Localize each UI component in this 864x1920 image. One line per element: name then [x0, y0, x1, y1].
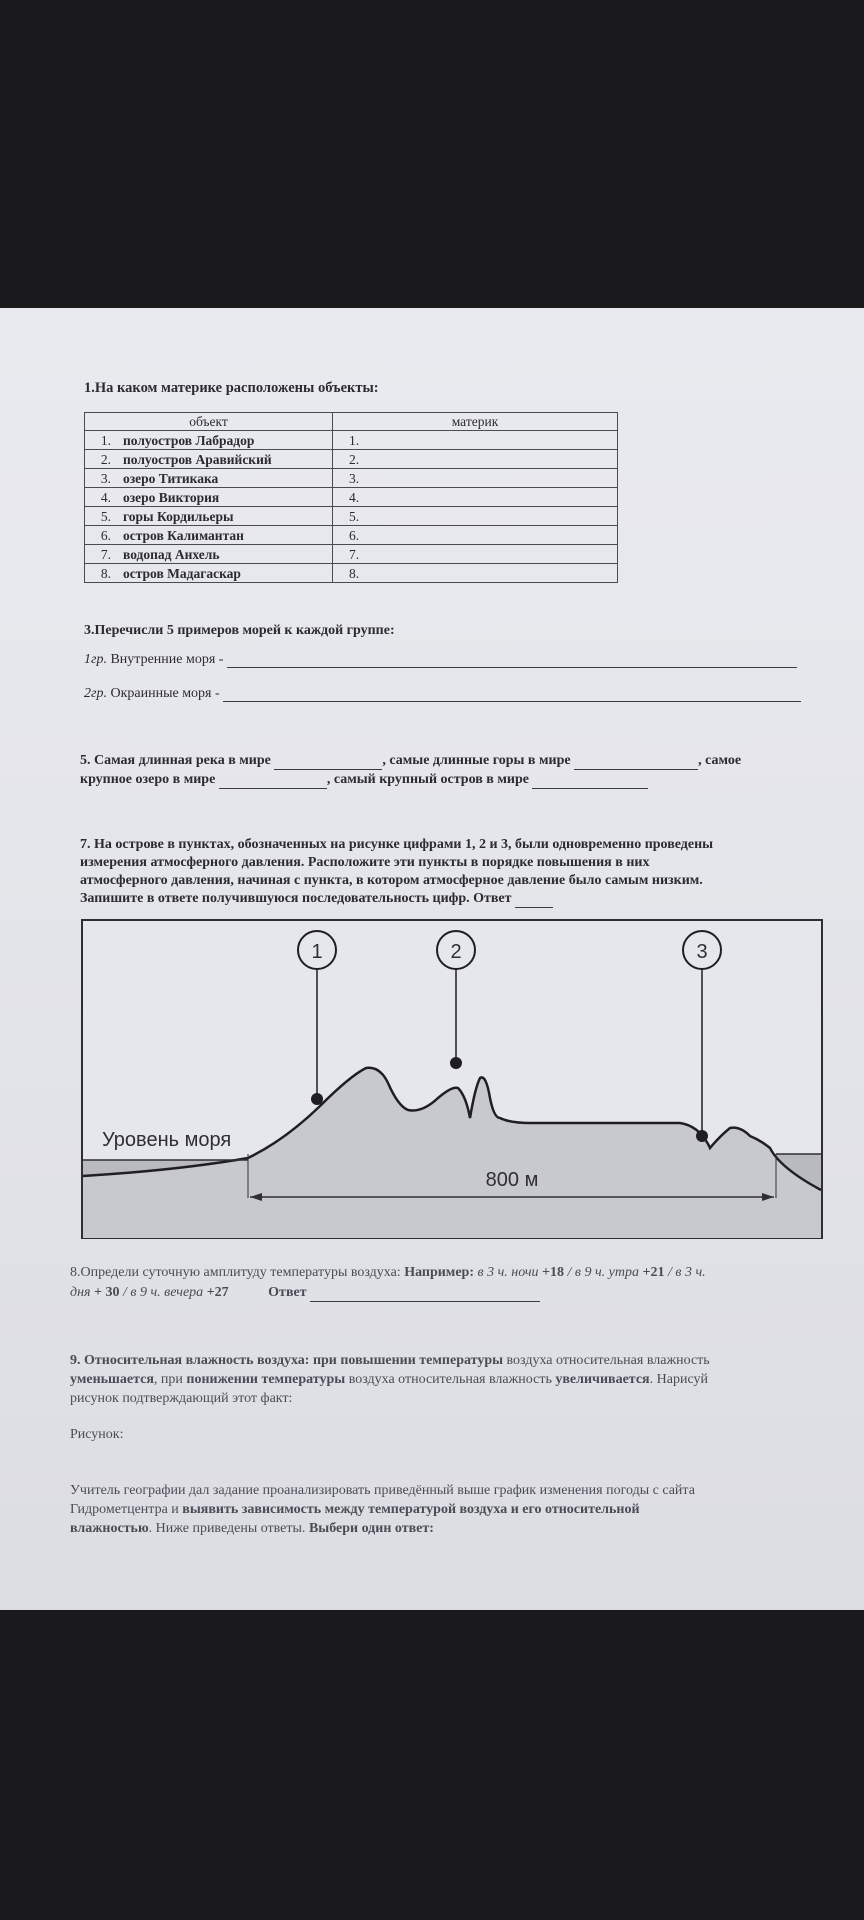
row-number: 1. — [85, 431, 120, 450]
q5-line2 — [80, 771, 820, 789]
q9-increases: увеличивается — [555, 1372, 650, 1387]
q9-lowering-temp: понижении температуры — [186, 1372, 346, 1387]
teacher-line3 — [70, 1520, 850, 1538]
teacher-answers-text: . Ниже приведены ответы. — [148, 1521, 306, 1536]
q3-group1-row — [84, 652, 820, 668]
table-row — [85, 526, 618, 545]
q9-statement-cont: воздуха относительная влажность — [506, 1353, 710, 1368]
row-number: 4. — [85, 488, 120, 507]
q8-task-text: 8.Определи суточную амплитуду температуры воздуха: — [70, 1265, 401, 1280]
point2-label: 2 — [450, 941, 462, 963]
group1-label: Внутренние моря - — [110, 652, 224, 667]
table-header-row — [85, 413, 618, 431]
row-number: 7. — [85, 545, 120, 564]
teacher-line2 — [70, 1501, 850, 1519]
q9-number: 9. — [70, 1353, 81, 1368]
q8-time3: / в 3 ч. — [668, 1265, 706, 1280]
mountains-answer-line[interactable] — [574, 769, 698, 770]
row-number: 5. — [85, 507, 120, 526]
point2-dot — [450, 1057, 462, 1069]
q1-title: 1.На каком материке расположены объекты: — [84, 380, 379, 396]
q8-line1 — [70, 1264, 850, 1282]
continent-answer-cell[interactable]: 4. — [333, 488, 618, 507]
q7-line4 — [80, 890, 840, 908]
continent-answer-cell[interactable]: 2. — [333, 450, 618, 469]
q5-largest-text: , самое — [698, 753, 742, 768]
point3-dot — [696, 1130, 708, 1142]
q7-text — [80, 836, 840, 908]
q7-line1: 7. На острове в пунктах, обозначенных на рисунке цифрами 1, 2 и 3, были одновременно проведены — [80, 837, 714, 852]
q7-answer-line[interactable] — [515, 907, 553, 908]
row-number: 6. — [85, 526, 120, 545]
point1-dot — [311, 1093, 323, 1105]
q9-line2 — [70, 1371, 850, 1389]
table-row — [85, 469, 618, 488]
table-row — [85, 564, 618, 583]
q8-temp2: +21 — [642, 1265, 665, 1280]
row-number: 8. — [85, 564, 120, 583]
point1-label: 1 — [311, 941, 323, 963]
q9-line3: рисунок подтверждающий этот факт: — [70, 1391, 293, 1406]
continent-answer-cell[interactable]: 3. — [333, 469, 618, 488]
group1-prefix: 1гр. — [84, 652, 107, 667]
river-answer-line[interactable] — [274, 769, 382, 770]
continent-answer-cell[interactable]: 7. — [333, 545, 618, 564]
group2-answer-line[interactable] — [223, 701, 801, 702]
q8-line2 — [70, 1284, 850, 1302]
island-answer-line[interactable] — [532, 788, 648, 789]
q7-line3: атмосферного давления, начиная с пункта, в котором атмосферное давление было самым низким. — [80, 873, 703, 888]
q8-time3-cont: дня — [70, 1285, 91, 1300]
group1-answer-line[interactable] — [227, 667, 797, 668]
q8-time2: / в 9 ч. утра — [567, 1265, 640, 1280]
q8-temp1: +18 — [542, 1265, 565, 1280]
group2-label: Окраинные моря - — [110, 686, 220, 701]
teacher-site-text: Гидрометцентра и — [70, 1502, 179, 1517]
q3-group2-row — [84, 686, 820, 702]
row-number: 3. — [85, 469, 120, 488]
q8-time1: в 3 ч. ночи — [477, 1265, 539, 1280]
continent-answer-cell[interactable]: 8. — [333, 564, 618, 583]
q5-mountains-text: , самые длинные горы в мире — [382, 753, 571, 768]
teacher-choose-prompt: Выбери один ответ: — [308, 1521, 434, 1536]
col-object-header: объект — [85, 413, 333, 431]
q8-time4: / в 9 ч. вечера — [123, 1285, 204, 1300]
q3-title: 3.Перечисли 5 примеров морей к каждой группе: — [84, 623, 395, 638]
continent-answer-cell[interactable]: 6. — [333, 526, 618, 545]
table-row — [85, 507, 618, 526]
object-name: полуостров Аравийский — [119, 450, 333, 469]
continent-answer-cell[interactable]: 5. — [333, 507, 618, 526]
row-number: 2. — [85, 450, 120, 469]
col-continent-header: материк — [333, 413, 618, 431]
q5-island-text: , самый крупный остров в мире — [326, 772, 529, 787]
distance-label: 800 м — [485, 1169, 539, 1191]
q9-decreases: уменьшается — [70, 1372, 154, 1387]
q7-answer-prompt: Запишите в ответе получившуюся последовательность цифр. Ответ — [80, 891, 512, 906]
table-row — [85, 450, 618, 469]
table-row — [85, 545, 618, 564]
q9-humidity-text: воздуха относительная влажность — [348, 1372, 552, 1387]
worksheet-page — [0, 308, 864, 1610]
island-profile-diagram — [80, 918, 824, 1243]
q8-temp4: +27 — [206, 1285, 229, 1300]
object-name: озеро Виктория — [119, 488, 333, 507]
sea-level-label: Уровень моря — [102, 1129, 232, 1151]
q9-at-text: , при — [153, 1372, 183, 1387]
q8-temp3: + 30 — [94, 1285, 120, 1300]
lake-answer-line[interactable] — [219, 788, 327, 789]
teacher-humidity-bold: влажностью — [70, 1521, 149, 1536]
continent-answer-cell[interactable]: 1. — [333, 431, 618, 450]
q9-statement: Относительная влажность воздуха: при повышении температуры — [84, 1353, 504, 1368]
q7-line2: измерения атмосферного давления. Расположите эти пункты в порядке повышения в них — [80, 855, 650, 870]
q9-draw-prompt: . Нарисуй — [649, 1372, 708, 1387]
object-name: остров Калимантан — [119, 526, 333, 545]
teacher-task-bold: выявить зависимость между температурой воздуха и его относительной — [182, 1502, 640, 1517]
object-name: озеро Титикака — [119, 469, 333, 488]
teacher-line1: Учитель географии дал задание проанализировать приведённый выше график изменения погоды с сайта — [70, 1483, 695, 1498]
q8-answer-label: Ответ — [268, 1285, 307, 1300]
q9-drawing-label: Рисунок: — [70, 1427, 124, 1442]
q5-lake-text: крупное озеро в мире — [80, 772, 216, 787]
object-name: остров Мадагаскар — [119, 564, 333, 583]
objects-table — [84, 412, 618, 583]
object-name: полуостров Лабрадор — [119, 431, 333, 450]
object-name: водопад Анхель — [119, 545, 333, 564]
point3-label: 3 — [696, 941, 708, 963]
table-row — [85, 431, 618, 450]
q8-answer-line[interactable] — [310, 1301, 540, 1302]
object-name: горы Кордильеры — [119, 507, 333, 526]
q9-line1 — [70, 1352, 850, 1370]
objects-table-body — [85, 431, 618, 583]
group2-prefix: 2гр. — [84, 686, 107, 701]
table-row — [85, 488, 618, 507]
q5-line1 — [80, 752, 820, 770]
q8-example-label: Например: — [404, 1265, 475, 1280]
q5-river-text: 5. Самая длинная река в мире — [80, 753, 271, 768]
